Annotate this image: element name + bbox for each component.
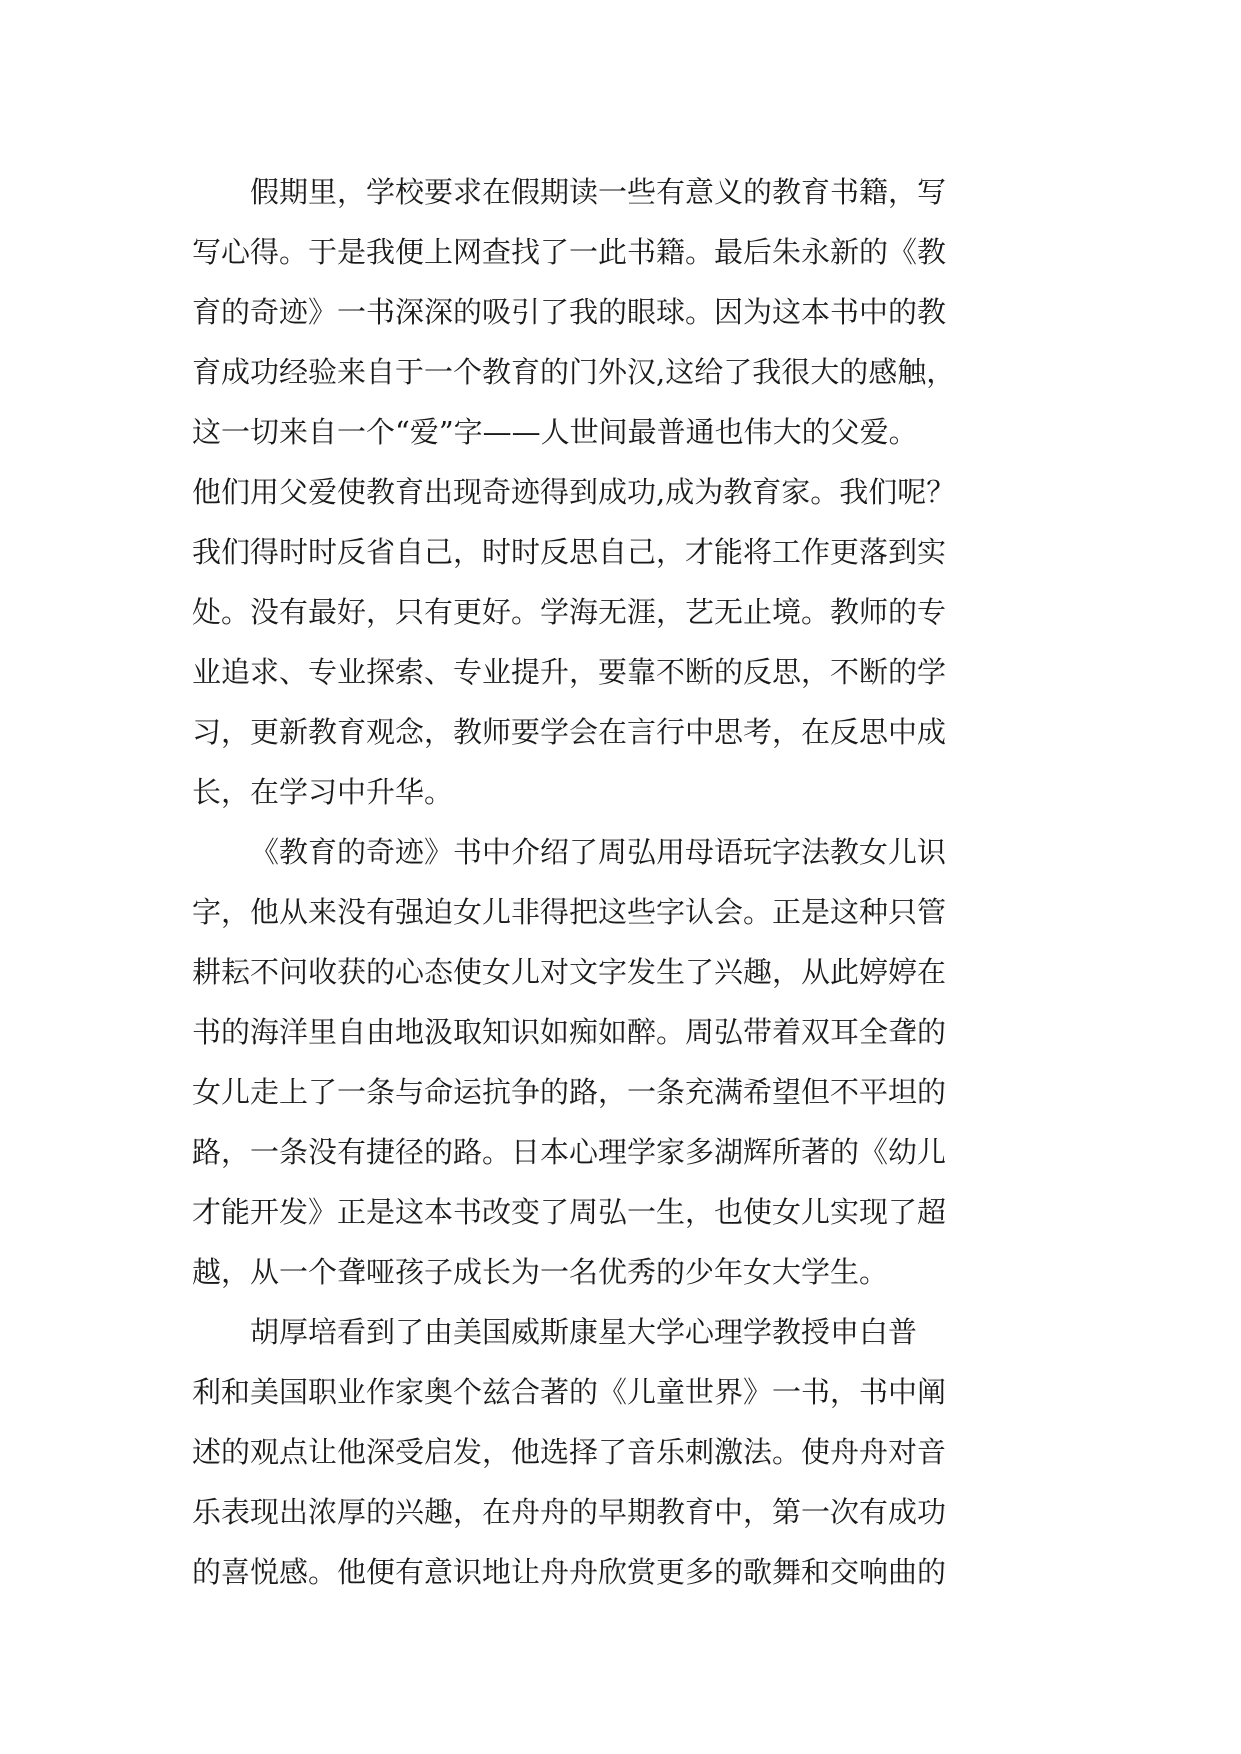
paragraph-3-line-5: 的喜悦感。他便有意识地让舟舟欣赏更多的歌舞和交响曲的 xyxy=(192,1555,947,1589)
paragraph-1-line-10: 习，更新教育观念，教师要学会在言行中思考，在反思中成 xyxy=(192,715,947,749)
paragraph-2-line-1: 《教育的奇迹》书中介绍了周弘用母语玩字法教女儿识 xyxy=(250,835,947,869)
paragraph-1-line-7: 我们得时时反省自己，时时反思自己，才能将工作更落到实 xyxy=(192,535,947,569)
paragraph-2-line-7: 才能开发》正是这本书改变了周弘一生，也使女儿实现了超 xyxy=(192,1195,947,1229)
paragraph-1-line-6: 他们用父爱使教育出现奇迹得到成功,成为教育家。我们呢？ xyxy=(192,475,956,509)
paragraph-3-line-4: 乐表现出浓厚的兴趣，在舟舟的早期教育中，第一次有成功 xyxy=(192,1495,947,1529)
paragraph-2-line-4: 书的海洋里自由地汲取知识如痴如醉。周弘带着双耳全聋的 xyxy=(192,1015,947,1049)
paragraph-3-line-3: 述的观点让他深受启发，他选择了音乐刺激法。使舟舟对音 xyxy=(192,1435,947,1469)
paragraph-1-line-1: 假期里，学校要求在假期读一些有意义的教育书籍，写 xyxy=(250,175,947,209)
document-body xyxy=(192,162,1052,1602)
paragraph-2-line-6: 路，一条没有捷径的路。日本心理学家多湖辉所著的《幼儿 xyxy=(192,1135,947,1169)
paragraph-3-line-1: 胡厚培看到了由美国威斯康星大学心理学教授申白普 xyxy=(250,1315,918,1349)
paragraph-1-line-8: 处。没有最好，只有更好。学海无涯，艺无止境。教师的专 xyxy=(192,595,947,629)
paragraph-1-line-2: 写心得。于是我便上网查找了一此书籍。最后朱永新的《教 xyxy=(192,235,947,269)
paragraph-1-line-9: 业追求、专业探索、专业提升，要靠不断的反思，不断的学 xyxy=(192,655,947,689)
paragraph-1-line-11: 长，在学习中升华。 xyxy=(192,775,454,809)
paragraph-1-line-4: 育成功经验来自于一个教育的门外汉,这给了我很大的感触， xyxy=(192,355,956,389)
paragraph-1-line-3: 育的奇迹》一书深深的吸引了我的眼球。因为这本书中的教 xyxy=(192,295,947,329)
paragraph-1-line-5: 这一切来自一个“爱”字——人世间最普通也伟大的父爱。 xyxy=(192,415,918,449)
paragraph-2-line-2: 字，他从来没有强迫女儿非得把这些字认会。正是这种只管 xyxy=(192,895,947,929)
paragraph-2-line-8: 越，从一个聋哑孩子成长为一名优秀的少年女大学生。 xyxy=(192,1255,889,1289)
paragraph-2-line-3: 耕耘不问收获的心态使女儿对文字发生了兴趣，从此婷婷在 xyxy=(192,955,947,989)
paragraph-3-line-2: 利和美国职业作家奥个兹合著的《儿童世界》一书，书中阐 xyxy=(192,1375,947,1409)
paragraph-2-line-5: 女儿走上了一条与命运抗争的路，一条充满希望但不平坦的 xyxy=(192,1075,947,1109)
